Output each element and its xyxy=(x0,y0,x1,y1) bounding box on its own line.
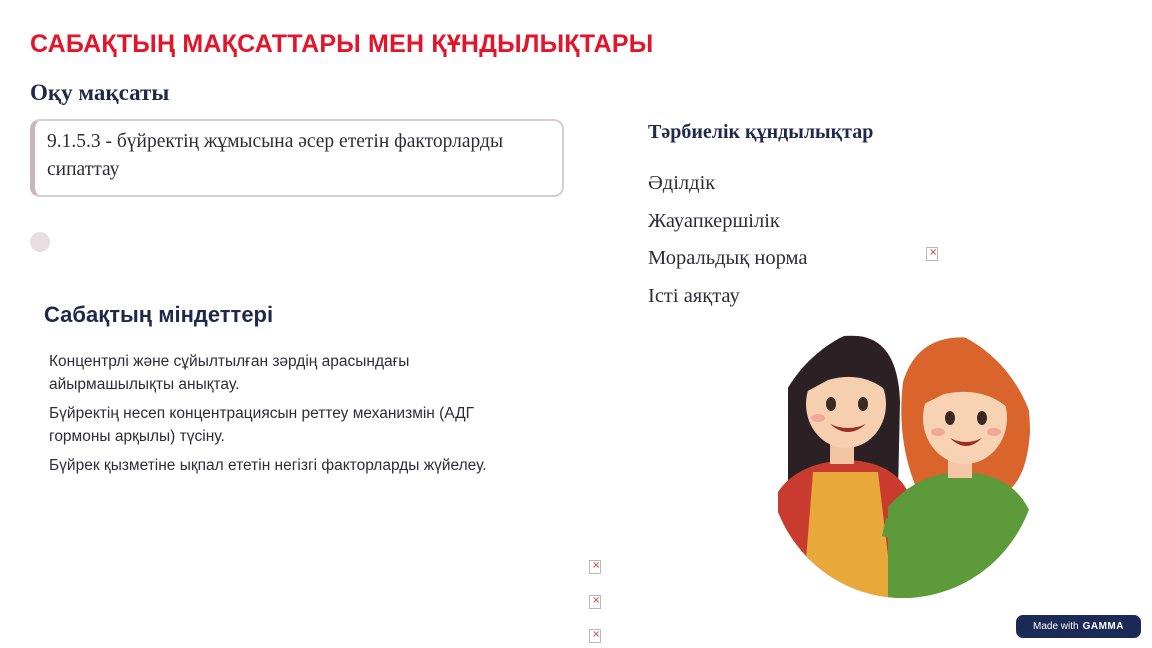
value-item: Істі аяқтау xyxy=(648,284,740,307)
lesson-tasks-heading: Сабақтың міндеттері xyxy=(44,302,274,327)
lesson-task-item: Бүйректің несеп концентрациясын реттеу механизмін (АДГ гормоны арқылы) түсіну. xyxy=(49,405,475,445)
lesson-task-item: Бүйрек қызметіне ықпал ететін негізгі факторларды жүйелеу. xyxy=(49,457,487,474)
two-girls-illustration xyxy=(768,322,1038,598)
lesson-task-item: Концентрлі және сұйылтылған зәрдің арасындағы айырмашылықты анықтау. xyxy=(49,353,410,393)
made-with-gamma-badge[interactable] xyxy=(1016,615,1141,638)
broken-image-icon xyxy=(589,560,601,574)
broken-image-icon xyxy=(926,247,938,261)
slide-title: САБАҚТЫҢ МАҚСАТТАРЫ МЕН ҚҰНДЫЛЫҚТАРЫ xyxy=(30,30,654,58)
lesson-tasks-list xyxy=(49,350,609,483)
value-item: Әділдік xyxy=(648,172,716,194)
broken-image-icon xyxy=(589,629,601,643)
badge-prefix: Made with xyxy=(1033,621,1079,632)
learning-goal-heading: Оқу мақсаты xyxy=(30,80,170,105)
learning-goal-card xyxy=(30,119,564,197)
badge-brand: GAMMA xyxy=(1082,621,1124,632)
values-heading: Тәрбиелік құндылықтар xyxy=(648,121,874,143)
learning-goal-text: 9.1.5.3 - бүйректің жұмысына әсер ететін факторларды сипаттау xyxy=(47,131,504,180)
value-item: Моральдық норма xyxy=(648,247,808,269)
broken-image-icon xyxy=(589,595,601,609)
bullet-dot xyxy=(30,232,50,252)
values-list xyxy=(648,169,807,319)
value-item: Жауапкершілік xyxy=(648,209,780,232)
